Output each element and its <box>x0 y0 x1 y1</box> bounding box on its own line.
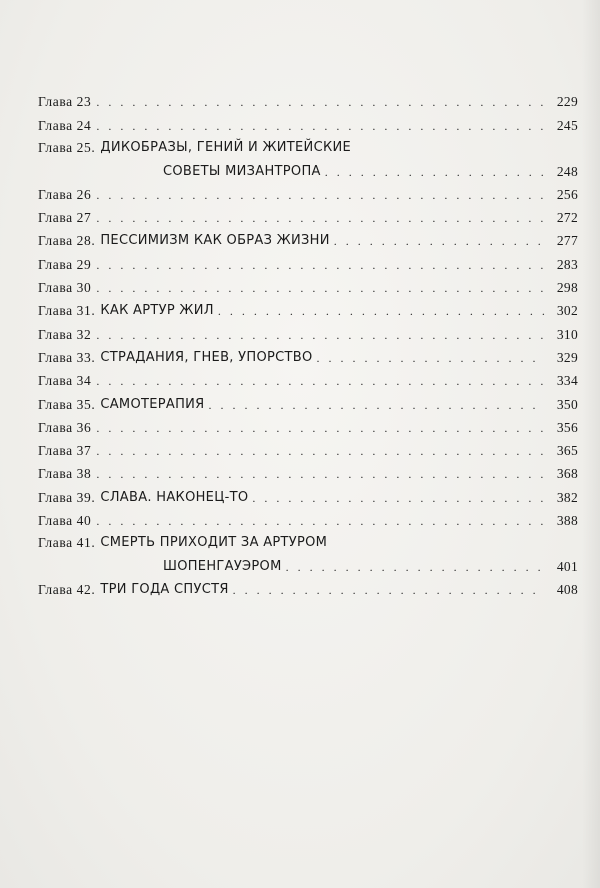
chapter-title: САМОТЕРАПИЯ <box>100 396 205 412</box>
page-number: 368 <box>556 466 578 482</box>
chapter-label: Глава 25. <box>38 139 96 155</box>
chapter-label: Глава 39. <box>38 489 96 505</box>
dot-leader <box>233 582 545 599</box>
page-number: 229 <box>556 94 578 110</box>
toc-entry <box>38 576 578 599</box>
page-number: 382 <box>556 489 578 505</box>
dot-leader <box>96 94 545 111</box>
chapter-title: СТРАДАНИЯ, ГНЕВ, УПОРСТВО <box>100 349 313 365</box>
page-number: 408 <box>556 582 578 598</box>
chapter-label: Глава 32 <box>38 326 92 342</box>
dot-leader <box>96 373 545 390</box>
toc-entry <box>38 460 578 483</box>
chapter-title: ПЕССИМИЗМ КАК ОБРАЗ ЖИЗНИ <box>100 233 330 249</box>
dot-leader <box>252 490 545 507</box>
dot-leader <box>96 187 545 204</box>
chapter-label: Глава 28. <box>38 233 96 249</box>
dot-leader <box>96 280 545 297</box>
dot-leader <box>317 350 546 367</box>
toc-entry <box>38 297 578 320</box>
chapter-label: Глава 41. <box>38 535 96 551</box>
toc-entry <box>38 344 578 367</box>
toc-entry <box>38 250 578 273</box>
chapter-title: СМЕРТЬ ПРИХОДИТ ЗА АРТУРОМ <box>100 535 328 551</box>
chapter-title: ТРИ ГОДА СПУСТЯ <box>100 582 229 598</box>
chapter-title: КАК АРТУР ЖИЛ <box>100 303 214 319</box>
toc-entry <box>38 367 578 390</box>
page-number: 256 <box>556 186 578 202</box>
chapter-label: Глава 27 <box>38 210 92 226</box>
page-number: 245 <box>556 117 578 133</box>
toc-entry <box>38 111 578 134</box>
toc-entry <box>38 135 578 157</box>
page-number: 388 <box>556 513 578 529</box>
chapter-label: Глава 37 <box>38 443 92 459</box>
dot-leader <box>96 443 545 460</box>
chapter-label: Глава 33. <box>38 349 96 365</box>
page-number: 298 <box>556 280 578 296</box>
page-number: 302 <box>556 303 578 319</box>
toc-entry <box>38 320 578 343</box>
toc-entry <box>38 274 578 297</box>
chapter-title: ДИКОБРАЗЫ, ГЕНИЙ И ЖИТЕЙСКИЕ <box>100 139 352 155</box>
toc-entry <box>38 507 578 530</box>
toc-entry-continuation <box>38 157 578 181</box>
toc-entry <box>38 437 578 460</box>
chapter-title-continuation: ШОПЕНГАУЭРОМ <box>163 559 282 575</box>
dot-leader <box>96 466 545 483</box>
page-number: 401 <box>556 559 578 575</box>
dot-leader <box>334 233 545 250</box>
dot-leader <box>286 559 545 576</box>
chapter-label: Глава 24 <box>38 117 92 133</box>
dot-leader <box>96 118 545 135</box>
dot-leader <box>96 210 545 227</box>
page-number: 248 <box>556 163 578 179</box>
chapter-label: Глава 23 <box>38 94 92 110</box>
chapter-label: Глава 34 <box>38 373 92 389</box>
page-number: 329 <box>556 349 578 365</box>
toc-entry <box>38 530 578 552</box>
page-number: 356 <box>556 419 578 435</box>
dot-leader <box>96 327 545 344</box>
chapter-label: Глава 36 <box>38 419 92 435</box>
toc-entry <box>38 483 578 506</box>
page-number: 283 <box>556 256 578 272</box>
chapter-label: Глава 35. <box>38 396 96 412</box>
page-number: 310 <box>556 326 578 342</box>
chapter-title: СЛАВА. НАКОНЕЦ-ТО <box>100 489 249 505</box>
page-number: 334 <box>556 373 578 389</box>
page-number: 365 <box>556 443 578 459</box>
chapter-label: Глава 42. <box>38 582 96 598</box>
toc-entry <box>38 204 578 227</box>
dot-leader <box>325 164 545 181</box>
dot-leader <box>218 303 545 320</box>
toc-entry <box>38 88 578 111</box>
page-number: 272 <box>556 210 578 226</box>
page-edge-shadow <box>582 0 600 888</box>
toc-entry <box>38 414 578 437</box>
chapter-title-continuation: СОВЕТЫ МИЗАНТРОПА <box>163 163 321 179</box>
chapter-label: Глава 30 <box>38 280 92 296</box>
dot-leader <box>209 397 546 414</box>
toc-entry <box>38 181 578 204</box>
toc-entry-continuation <box>38 552 578 576</box>
table-of-contents <box>38 88 578 599</box>
dot-leader <box>96 420 545 437</box>
chapter-label: Глава 26 <box>38 186 92 202</box>
dot-leader <box>96 513 545 530</box>
chapter-label: Глава 31. <box>38 303 96 319</box>
page-number: 350 <box>556 396 578 412</box>
chapter-label: Глава 29 <box>38 256 92 272</box>
chapter-label: Глава 40 <box>38 513 92 529</box>
chapter-label: Глава 38 <box>38 466 92 482</box>
toc-entry <box>38 227 578 250</box>
dot-leader <box>96 257 545 274</box>
page-number: 277 <box>556 233 578 249</box>
toc-entry <box>38 390 578 413</box>
